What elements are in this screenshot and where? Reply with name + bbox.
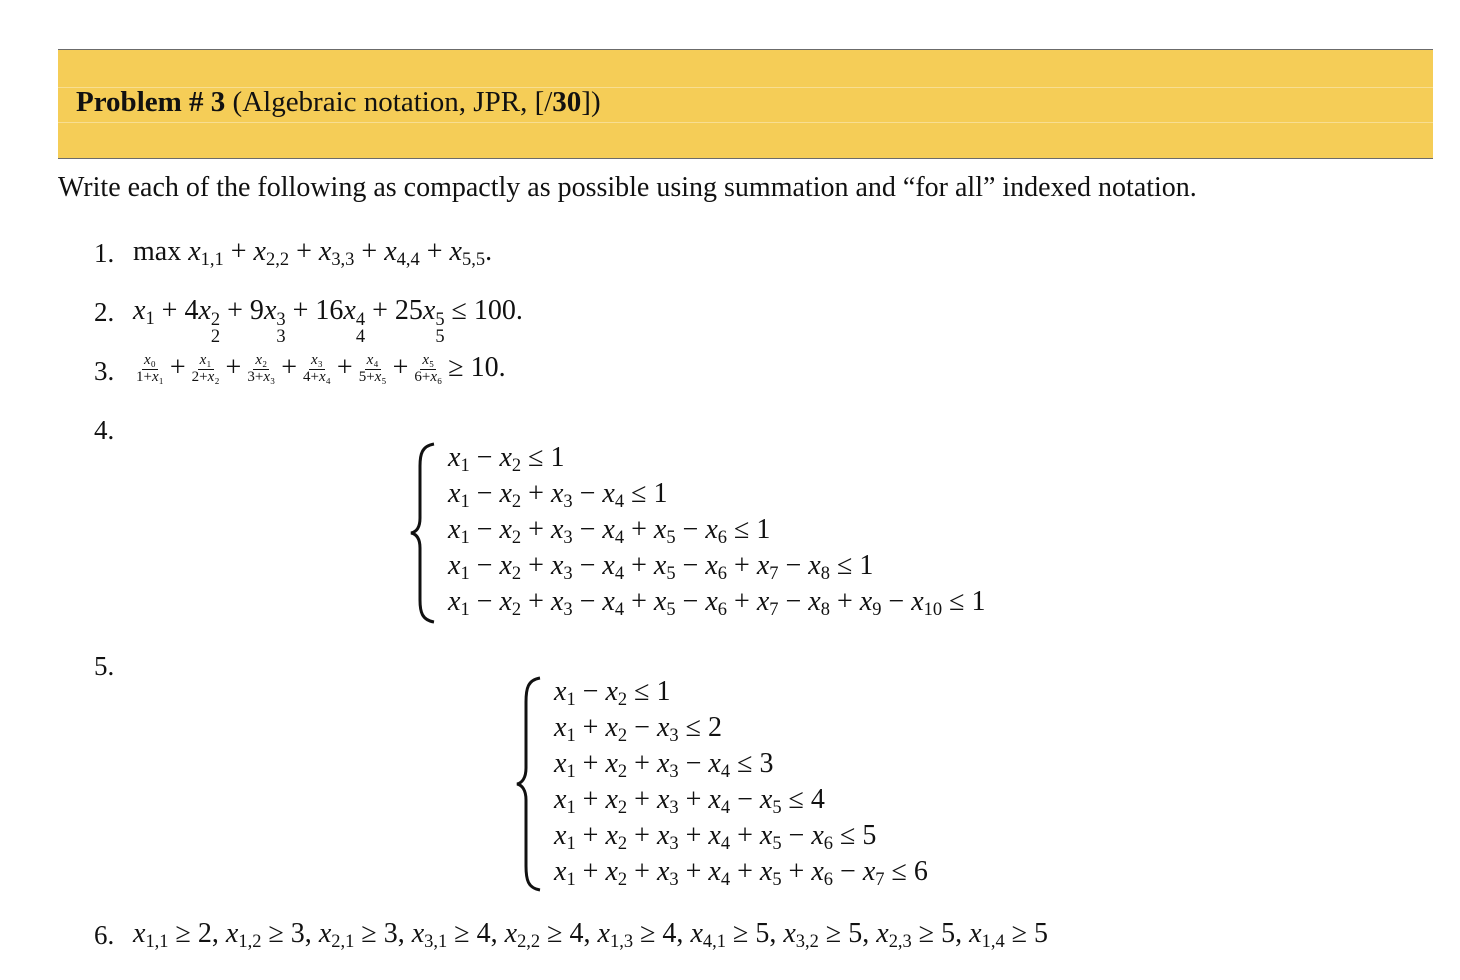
left-brace-icon xyxy=(514,676,544,892)
fraction: $\frac{\text{x₅}}{\text{6+x₆}}$ xyxy=(414,352,443,386)
item-4-line-4: $x_1 - x_2 + x_3 - x_4 + x_5 - x_6 + x_7 - x_8 \le 1$ xyxy=(448,550,874,584)
fraction: $\frac{\text{x₁}}{\text{2+x₂}}$ xyxy=(191,352,220,386)
item-5-line-5: $x_1 + x_2 + x_3 + x_4 + x_5 - x_6 \le 5$ xyxy=(554,820,877,854)
item-number-4: 4. xyxy=(94,415,115,445)
fraction: $\frac{\text{x₂}}{\text{3+x₃}}$ xyxy=(247,352,276,386)
item-number-5: 5. xyxy=(94,651,115,681)
problem-heading xyxy=(76,86,601,119)
item-number-2: 2. xyxy=(94,297,115,327)
problem-banner xyxy=(58,49,1433,159)
item-5-line-2: $x_1 + x_2 - x_3 \le 2$ xyxy=(554,712,722,746)
item-1-expression: $\max x_{1,1} + x_{2,2} + x_{3,3} + x_{4,4} + x_{5,5}$. xyxy=(133,236,493,270)
item-5-line-1: $x_1 - x_2 \le 1$ xyxy=(554,676,671,710)
problem-label: Problem # 3 xyxy=(76,86,226,118)
item-4-line-3: $x_1 - x_2 + x_3 - x_4 + x_5 - x_6 \le 1$ xyxy=(448,514,771,548)
problem-meta-open: (Algebraic notation, JPR, [/ xyxy=(225,86,553,118)
item-4-line-2: $x_1 - x_2 + x_3 - x_4 \le 1$ xyxy=(448,478,668,512)
item-2-expression: $x_1 + 4x$ 2 2 + 9x 3 3 + 16x 4 4 + 25x 5 5 ≤ 100. xyxy=(133,295,523,347)
item-4-line-1: $x_1 - x_2 \le 1$ xyxy=(448,442,565,476)
fraction: $\frac{\text{x₃}}{\text{4+x₄}}$ xyxy=(303,352,331,386)
item-3-expression: $\frac{\text{x₀}}{\text{1+x₁}}$ + $\frac{\text{x₁}}{\text{2+x₂}}$ + $\frac{\text{x₂}}{\text{3+x₃}}$ + $\frac{\text{x₃}}{\text{4+x₄}}$ + $\frac{\text{x₄}}{\text{5+x₅}}$ + $\frac{\text{x₅}}{\text{6+x₆}}$ ≥ 10. xyxy=(136,352,506,386)
problem-meta-close: ]) xyxy=(581,86,601,118)
item-6-expression: $x_{1,1} \ge 2$, $x_{1,2} \ge 3$, $x_{2,1} \ge 3$, $x_{3,1} \ge 4$, $x_{2,2} \ge 4$, $x_{1,3} \ge 4$, $x_{4,1} \ge 5$, $x_{3,2} \ge 5$, $x_{2,3} \ge 5$, $x_{1,4} \ge 5$ xyxy=(133,918,1049,952)
item-5-line-4: $x_1 + x_2 + x_3 + x_4 - x_5 \le 4$ xyxy=(554,784,825,818)
left-brace-icon xyxy=(408,442,438,624)
item-5-line-3: $x_1 + x_2 + x_3 - x_4 \le 3$ xyxy=(554,748,774,782)
instructions: Write each of the following as compactly as possible using summation and “for all” indexed notation. xyxy=(58,172,1197,203)
fraction: $\frac{\text{x₀}}{\text{1+x₁}}$ xyxy=(136,352,164,386)
item-5-line-6: $x_1 + x_2 + x_3 + x_4 + x_5 + x_6 - x_7 \le 6$ xyxy=(554,856,928,890)
banner-stripe xyxy=(58,122,1433,123)
item-4-line-5: $x_1 - x_2 + x_3 - x_4 + x_5 - x_6 + x_7 - x_8 + x_9 - x_{10} \le 1$ xyxy=(448,586,986,620)
item-number-6: 6. xyxy=(94,920,115,950)
item-number-1: 1. xyxy=(94,238,115,268)
item-number-3: 3. xyxy=(94,356,115,386)
problem-points: 30 xyxy=(552,86,582,118)
fraction: $\frac{\text{x₄}}{\text{5+x₅}}$ xyxy=(358,352,387,386)
